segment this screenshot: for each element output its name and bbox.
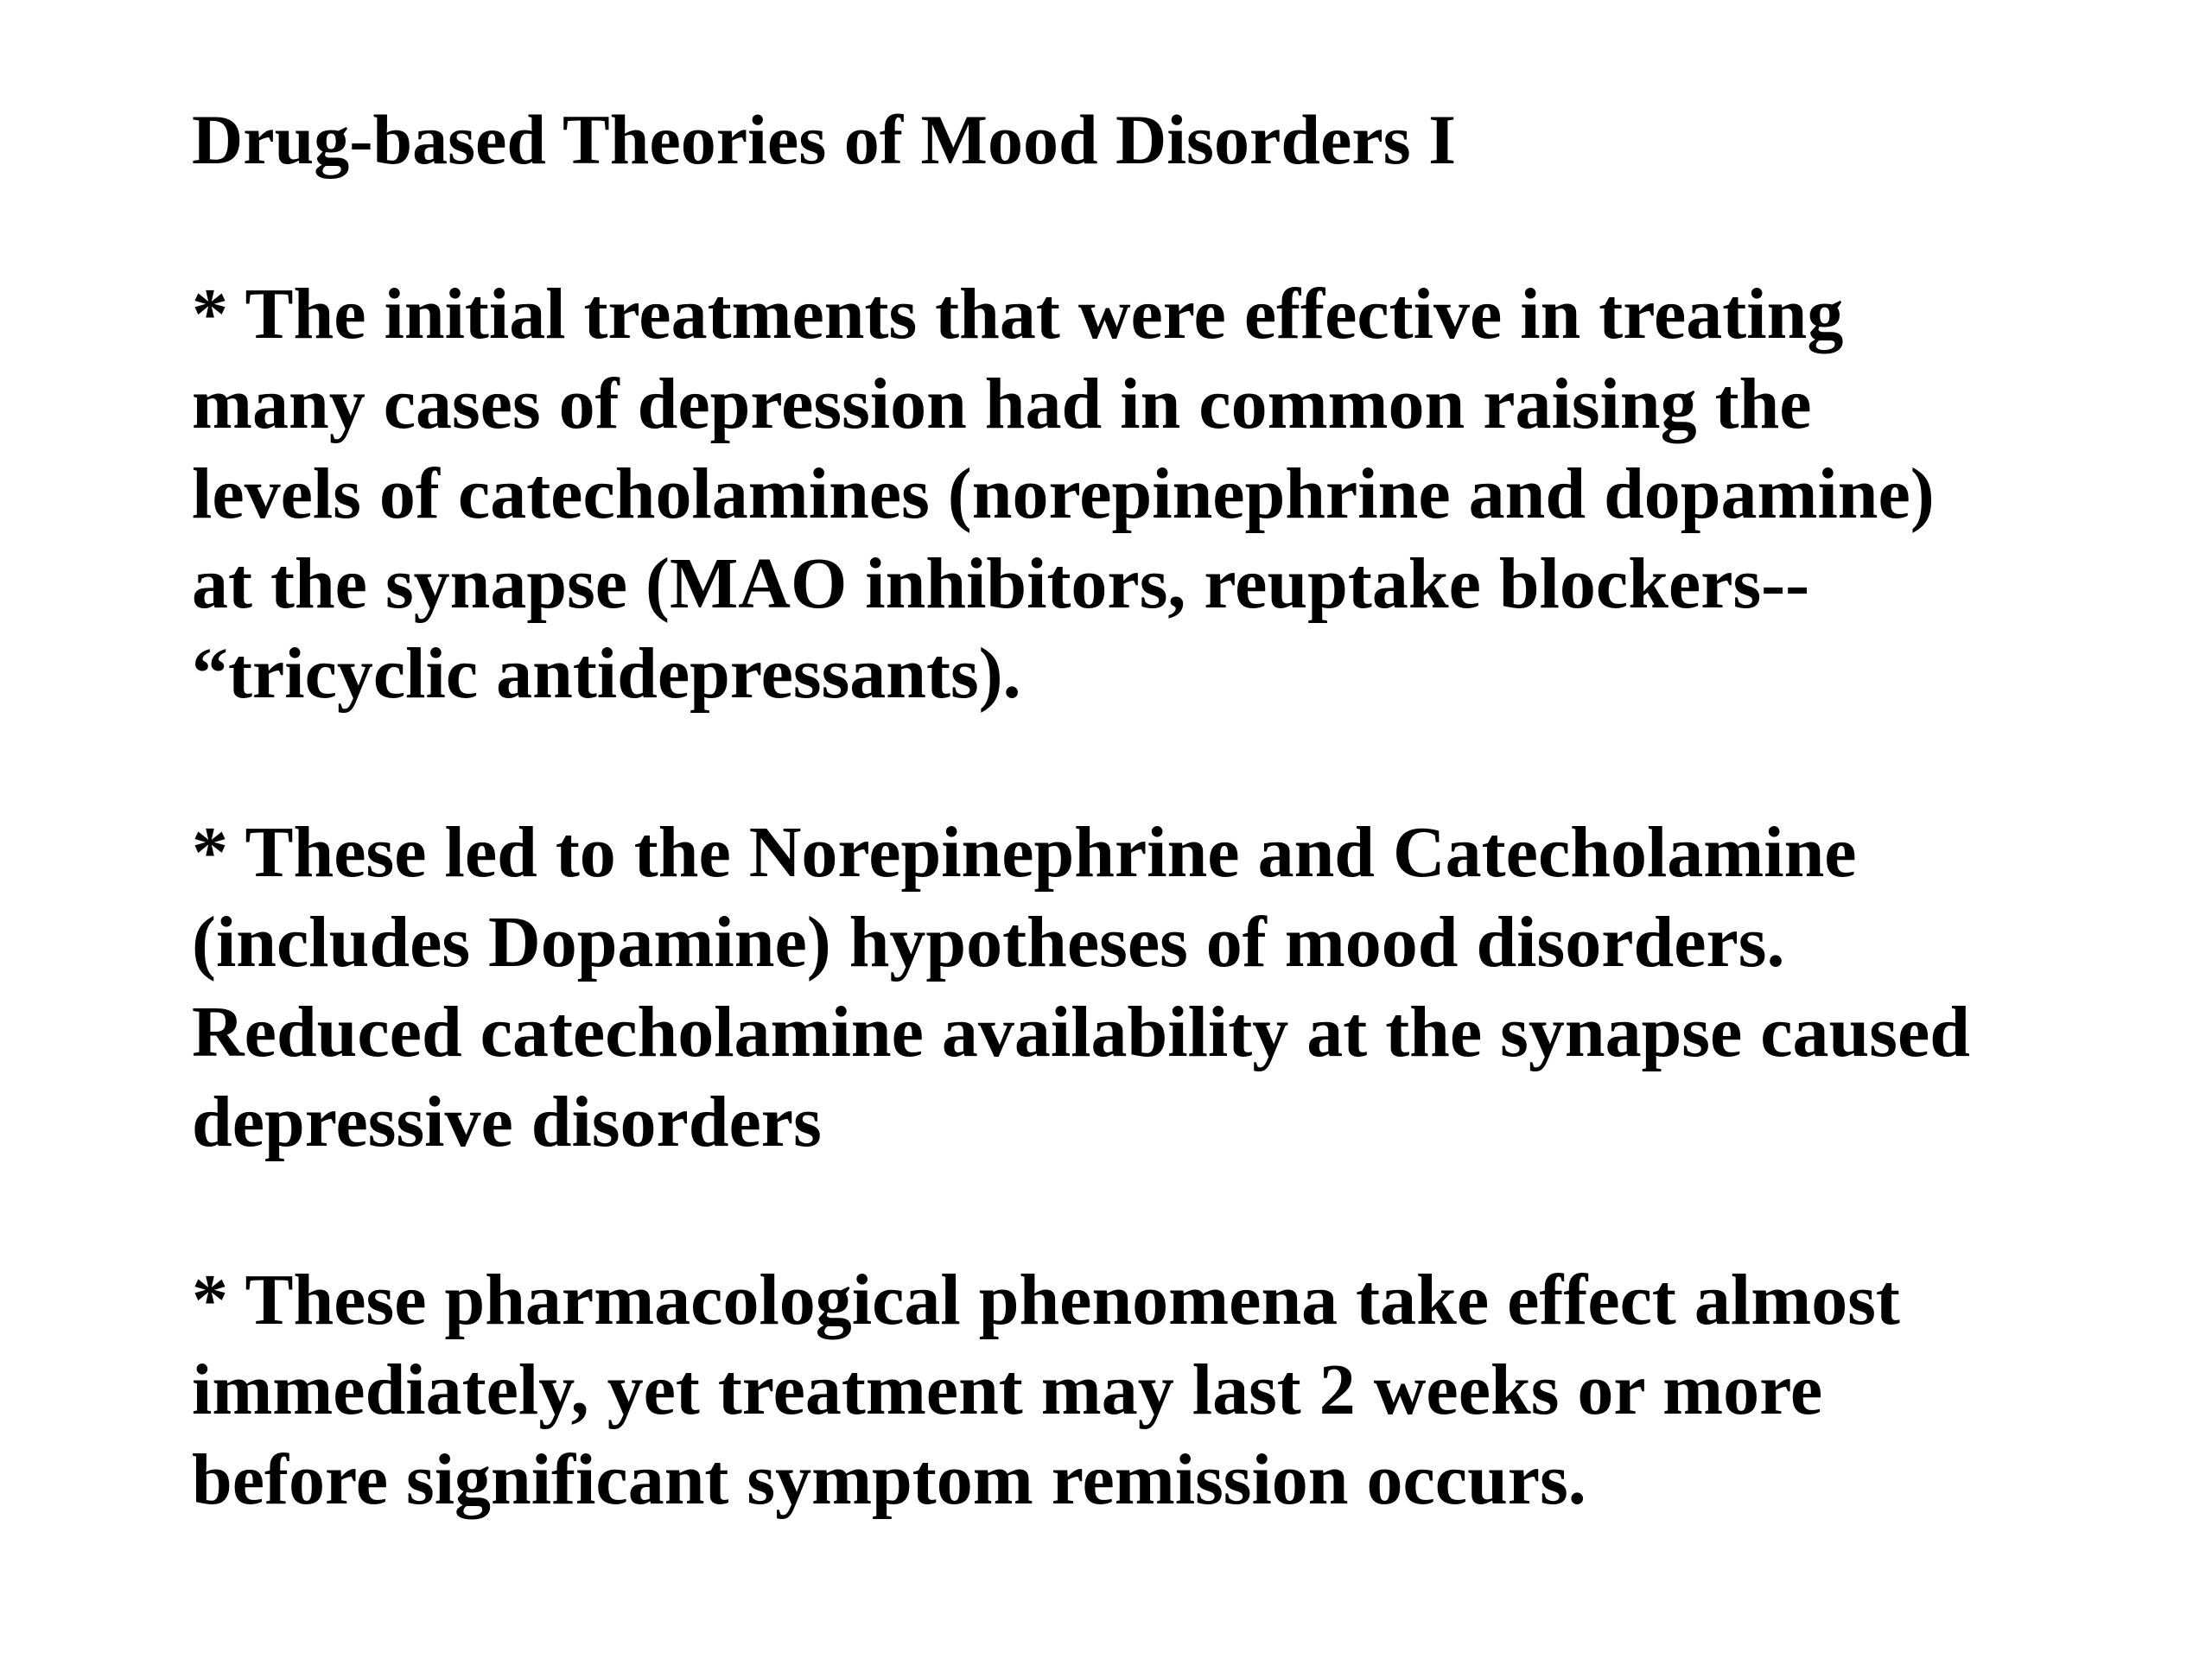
bullet-3-line-1: * These pharmacological phenomena take effect almost bbox=[192, 1260, 1900, 1340]
bullet-2-line-2: (includes Dopamine) hypotheses of mood disorders. bbox=[192, 902, 1785, 982]
bullet-2-line-1: * These led to the Norepinephrine and Catecholamine bbox=[192, 812, 1857, 893]
bullet-3-line-3: before significant symptom remission occurs. bbox=[192, 1440, 1586, 1520]
bullet-1-line-5: “tricyclic antidepressants). bbox=[192, 633, 1021, 714]
bullet-2-line-3: Reduced catecholamine availability at the synapse caused bbox=[192, 992, 1970, 1072]
bullet-1-line-1: * The initial treatments that were effective in treating bbox=[192, 274, 1844, 354]
bullet-paragraph-3 bbox=[192, 1255, 2162, 1525]
bullet-3-line-2: immediately, yet treatment may last 2 weeks or more bbox=[192, 1350, 1823, 1430]
bullet-1-line-2: many cases of depression had in common raising the bbox=[192, 364, 1812, 444]
slide-title: Drug-based Theories of Mood Disorders I bbox=[192, 100, 1457, 179]
bullet-2-line-4: depressive disorders bbox=[192, 1082, 822, 1162]
bullet-paragraph-2 bbox=[192, 808, 2162, 1167]
bullet-1-line-3: levels of catecholamines (norepinephrine and dopamine) bbox=[192, 454, 1935, 534]
bullet-1-line-4: at the synapse (MAO inhibitors, reuptake blockers-- bbox=[192, 543, 1810, 624]
bullet-paragraph-1 bbox=[192, 270, 2162, 719]
